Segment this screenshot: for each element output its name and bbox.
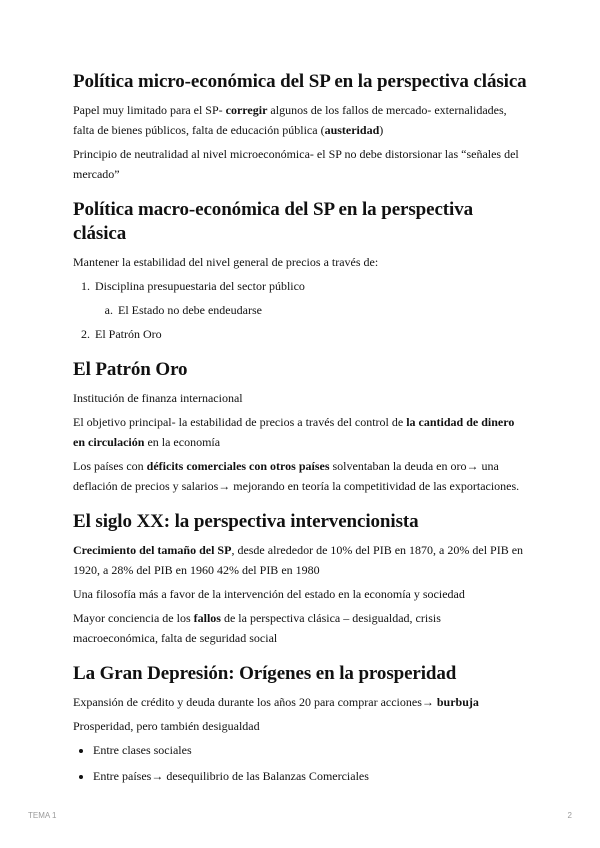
- numbered-list: [73, 276, 528, 344]
- paragraph: [73, 412, 528, 452]
- paragraph: Principio de neutralidad al nivel microeconómica- el SP no debe distorsionar las “señales del mercado”: [73, 147, 519, 181]
- bold-text: burbuja: [436, 695, 479, 709]
- heading-patron-oro: El Patrón Oro: [73, 359, 188, 380]
- section-gran-depresion: [73, 662, 528, 786]
- list-item: a. El Estado no debe endeudarse: [116, 300, 528, 320]
- text: Mayor conciencia de los: [73, 611, 194, 625]
- text: de la perspectiva clásica – desigualdad, crisis macroeconómica, falta de seguridad social: [73, 611, 441, 645]
- sub-list: [95, 300, 528, 320]
- bold-text: fallos: [193, 611, 221, 625]
- paragraph: Prosperidad, pero también desigualdad: [73, 719, 260, 733]
- section-patron-oro: [73, 358, 528, 496]
- text: El objetivo principal- la estabilidad de precios a través del control de: [73, 415, 407, 429]
- list-item: • Entre países→ desequilibrio de las Balanzas Comerciales: [93, 766, 528, 786]
- paragraph: [73, 100, 528, 140]
- paragraph: [73, 608, 528, 648]
- paragraph: Mantener la estabilidad del nivel general de precios a través de:: [73, 255, 379, 269]
- footer-label: TEMA 1: [28, 811, 57, 820]
- text: Los países con: [73, 459, 147, 473]
- paragraph: [73, 540, 528, 580]
- section-micro: [73, 70, 528, 184]
- paragraph: [73, 692, 528, 712]
- text: Papel muy limitado para el SP-: [73, 103, 226, 117]
- heading-siglo-xx: El siglo XX: la perspectiva intervencionista: [73, 511, 419, 532]
- paragraph: [73, 456, 528, 496]
- text: algunos de los fallos de mercado- externalidades, falta de bienes públicos, falta de educación pública (: [73, 103, 507, 137]
- list-item: [93, 276, 528, 320]
- paragraph: Una filosofía más a favor de la intervención del estado en la economía y sociedad: [73, 587, 465, 601]
- page-number: 2: [567, 811, 572, 820]
- bold-text: déficits comerciales con otros países: [146, 459, 330, 473]
- bold-text: corregir: [225, 103, 268, 117]
- bullet-list: [73, 740, 528, 786]
- heading-gran-depresion: La Gran Depresión: Orígenes en la prosperidad: [73, 663, 457, 684]
- text: , desde alrededor de 10% del PIB en 1870, a 20% del PIB en 1920, a 28% del PIB en 1960 42% del PIB en 1980: [73, 543, 524, 577]
- page-footer: [28, 811, 572, 820]
- heading-macro: Política macro-económica del SP en la perspectiva clásica: [73, 199, 474, 244]
- text: Expansión de crédito y deuda durante los años 20 para comprar acciones→: [73, 695, 437, 709]
- text: ): [379, 123, 384, 137]
- document-page: [73, 70, 528, 800]
- list-item: • Entre clases sociales: [93, 740, 528, 760]
- text: solventaban la deuda en oro→ una deflación de precios y salarios→ mejorando en teoría la competitividad de las exportaciones.: [73, 459, 520, 493]
- bold-text: austeridad: [324, 123, 380, 137]
- list-item: 2. El Patrón Oro: [93, 324, 528, 344]
- section-siglo-xx: [73, 510, 528, 648]
- bold-text: la cantidad de dinero en circulación: [73, 415, 515, 449]
- text: en la economía: [144, 435, 221, 449]
- section-macro: [73, 198, 528, 344]
- list-item-text: Disciplina presupuestaria del sector público: [95, 279, 305, 293]
- bold-text: Crecimiento del tamaño del SP: [73, 543, 232, 557]
- paragraph: Institución de finanza internacional: [73, 391, 243, 405]
- heading-micro: Política micro-económica del SP en la perspectiva clásica: [73, 71, 527, 92]
